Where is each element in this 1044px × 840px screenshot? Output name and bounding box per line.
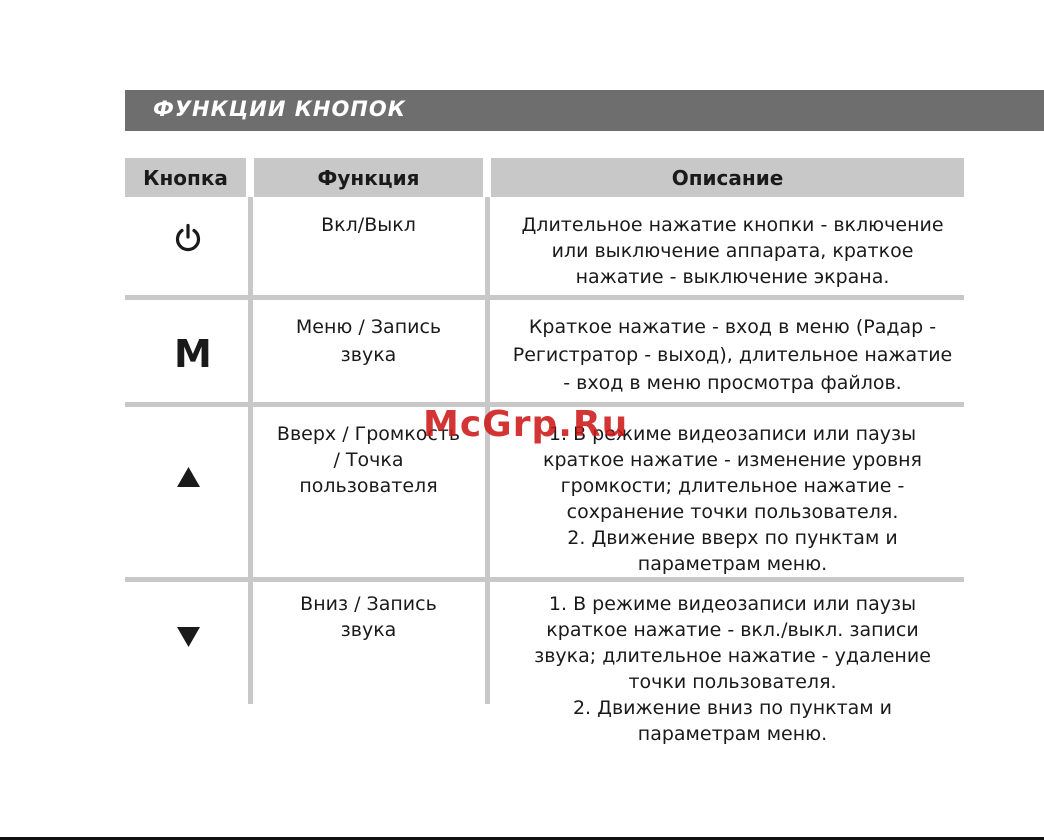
watermark: McGrp.Ru <box>423 404 629 445</box>
column-divider <box>485 197 490 704</box>
function-line: Вкл/Выкл <box>321 214 416 236</box>
description-line: или выключение аппарата, краткое <box>551 240 914 262</box>
power-icon <box>172 222 204 258</box>
description-line: 1. В режиме видеозаписи или паузы <box>548 593 917 615</box>
function-line: Меню / Запись <box>295 316 442 338</box>
description-line: - вход в меню просмотра файлов. <box>563 372 902 394</box>
description-line: параметрам меню. <box>637 723 828 745</box>
description-line: Длительное нажатие кнопки - включение <box>521 214 944 236</box>
description-line: Регистратор - выход), длительное нажатие <box>512 344 953 366</box>
header-description: Описание <box>491 158 964 197</box>
description-line: краткое нажатие - вкл./выкл. записи <box>546 619 919 641</box>
description-line: сохранение точки пользователя. <box>566 501 899 523</box>
description-line: параметрам меню. <box>637 553 828 575</box>
function-line: / Точка <box>333 449 404 471</box>
description-cell <box>491 591 974 747</box>
description-line: звука; длительное нажатие - удаление <box>534 645 931 667</box>
row-divider <box>125 295 964 300</box>
header-function: Функция <box>254 158 483 197</box>
triangle-up-icon <box>176 466 201 492</box>
description-line: нажатие - выключение экрана. <box>575 266 890 288</box>
function-line: Вниз / Запись <box>300 593 437 615</box>
function-line: пользователя <box>299 475 438 497</box>
description-line: краткое нажатие - изменение уровня <box>542 449 922 471</box>
description-line: Краткое нажатие - вход в меню (Радар - <box>528 316 937 338</box>
m-letter-icon: M <box>174 332 212 376</box>
function-line: звука <box>340 619 397 641</box>
section-banner <box>125 90 1044 131</box>
description-line: громкости; длительное нажатие - <box>560 475 905 497</box>
description-line: точки пользователя. <box>628 671 837 693</box>
function-cell <box>254 591 483 643</box>
description-cell <box>491 313 974 397</box>
description-line: 2. Движение вверх по пунктам и <box>567 527 898 549</box>
row-divider <box>125 577 964 582</box>
description-line: 2. Движение вниз по пунктам и <box>572 697 893 719</box>
function-line: Вверх / Громкость <box>276 423 461 445</box>
column-divider <box>248 197 253 704</box>
description-line: 1. В режиме видеозаписи или паузы <box>548 423 917 445</box>
function-line: звука <box>340 344 397 366</box>
function-cell <box>254 313 483 369</box>
function-cell <box>254 212 483 238</box>
header-button: Кнопка <box>125 158 246 197</box>
section-title: ФУНКЦИИ КНОПОК <box>153 97 406 121</box>
triangle-down-icon <box>176 626 201 652</box>
description-cell <box>491 212 974 290</box>
